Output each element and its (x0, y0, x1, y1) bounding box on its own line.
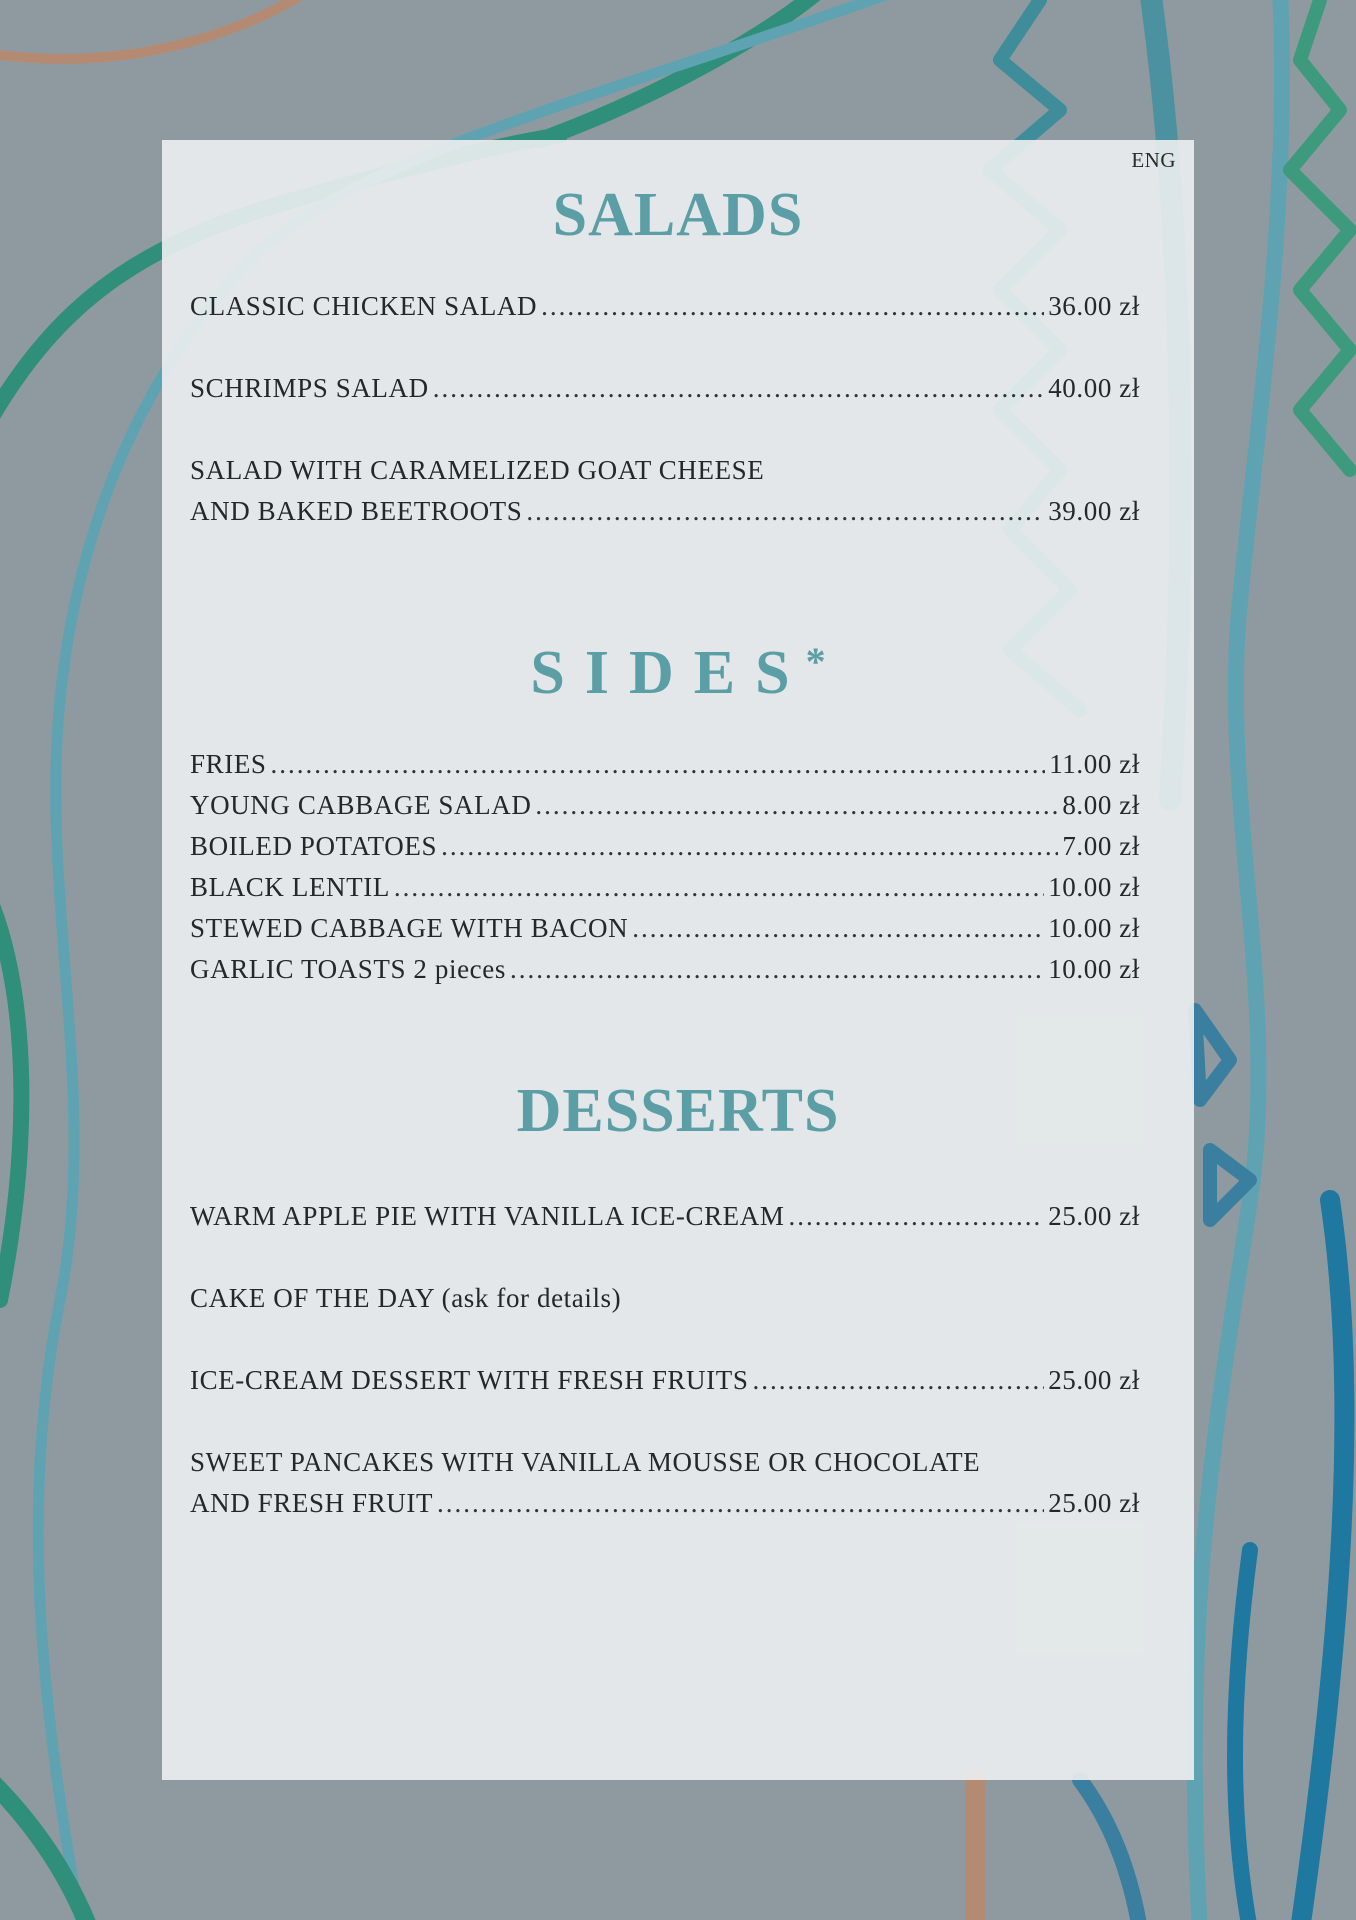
menu-item (190, 1278, 1140, 1319)
menu-card (162, 140, 1194, 1780)
menu-item (190, 949, 1140, 990)
item-price: 25.00 zł (1048, 1201, 1140, 1231)
item-price: 8.00 zł (1062, 790, 1140, 820)
sides-heading (162, 638, 1194, 709)
menu-item (190, 368, 1140, 409)
desserts-title: DESSERTS (516, 1077, 840, 1145)
menu-item (190, 286, 1140, 327)
salads-list-2 (162, 368, 1140, 409)
item-name: AND FRESH FRUIT (190, 1488, 434, 1518)
item-price: 10.00 zł (1048, 872, 1140, 902)
menu-item (190, 1360, 1140, 1401)
item-name-line1: SALAD WITH CARAMELIZED GOAT CHEESE (190, 455, 765, 485)
item-name: STEWED CABBAGE WITH BACON (190, 913, 629, 943)
menu-item (190, 785, 1140, 826)
desserts-list (162, 1196, 1140, 1237)
menu-item (190, 1196, 1140, 1237)
item-price: 36.00 zł (1048, 291, 1140, 321)
item-price: 7.00 zł (1062, 831, 1140, 861)
item-name: BOILED POTATOES (190, 831, 438, 861)
item-name: ICE-CREAM DESSERT WITH FRESH FRUITS (190, 1365, 749, 1395)
sides-list (162, 744, 1140, 990)
desserts-list-2 (162, 1278, 1140, 1319)
item-price: 39.00 zł (1048, 496, 1140, 526)
menu-item (190, 1442, 1140, 1524)
item-name: BLACK LENTIL (190, 872, 390, 902)
menu-item (190, 908, 1140, 949)
menu-item (190, 867, 1140, 908)
sides-title: SIDES (530, 639, 810, 707)
language-label[interactable]: ENG (1131, 148, 1176, 172)
item-price: 25.00 zł (1048, 1365, 1140, 1395)
menu-item (190, 450, 1140, 532)
salads-title: SALADS (552, 181, 804, 249)
item-name: FRIES (190, 749, 267, 779)
item-price: 11.00 zł (1049, 749, 1140, 779)
item-name: SCHRIMPS SALAD (190, 373, 429, 403)
sides-marker: * (805, 639, 826, 684)
menu-item (190, 826, 1140, 867)
salads-list (162, 286, 1140, 327)
item-price: 40.00 zł (1048, 373, 1140, 403)
desserts-list-3 (162, 1360, 1140, 1401)
item-name: AND BAKED BEETROOTS (190, 496, 523, 526)
item-name: YOUNG CABBAGE SALAD (190, 790, 532, 820)
salads-list-3 (162, 450, 1140, 532)
item-name-line1: SWEET PANCAKES WITH VANILLA MOUSSE OR CHOCOLATE (190, 1447, 981, 1477)
desserts-list-4 (162, 1442, 1140, 1524)
item-name: CLASSIC CHICKEN SALAD (190, 291, 538, 321)
item-price: 10.00 zł (1048, 913, 1140, 943)
menu-item (190, 744, 1140, 785)
item-name: CAKE OF THE DAY (ask for details) (190, 1283, 622, 1313)
item-name: WARM APPLE PIE WITH VANILLA ICE-CREAM (190, 1201, 785, 1231)
item-price: 25.00 zł (1048, 1488, 1140, 1518)
item-name: GARLIC TOASTS 2 pieces (190, 954, 506, 984)
item-price: 10.00 zł (1048, 954, 1140, 984)
